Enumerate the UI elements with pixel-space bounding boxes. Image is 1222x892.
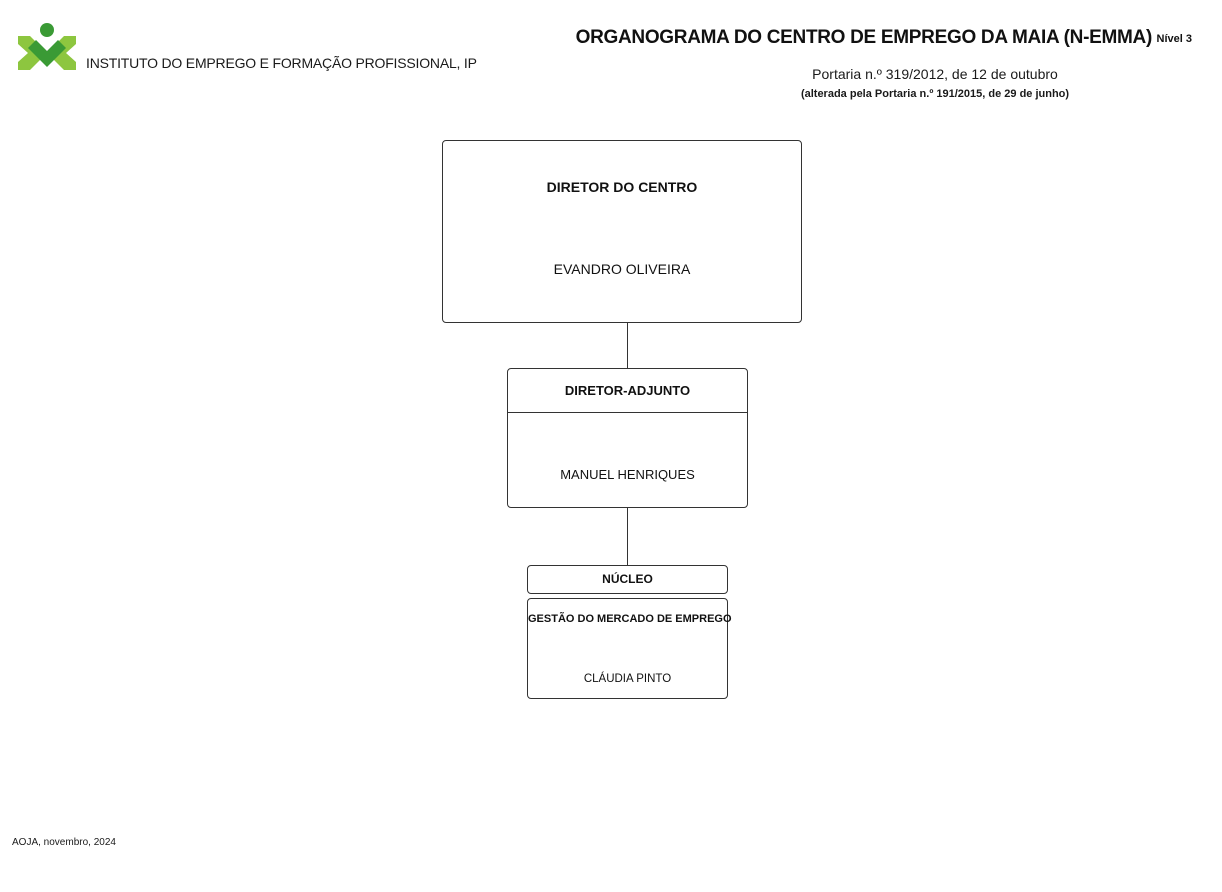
iefp-logo: [16, 22, 78, 78]
deputy-box: [507, 368, 748, 508]
institute-name: INSTITUTO DO EMPREGO E FORMAÇÃO PROFISSIONAL, IP: [86, 55, 477, 71]
director-name: EVANDRO OLIVEIRA: [553, 261, 691, 277]
connector-director-deputy: [627, 323, 628, 368]
director-role: DIRETOR DO CENTRO: [546, 179, 698, 195]
connector-deputy-nucleo: [627, 508, 628, 565]
director-box: [442, 140, 802, 323]
nucleo-box: [527, 598, 732, 699]
nucleo-unit: GESTÃO DO MERCADO DE EMPREGO: [528, 613, 732, 625]
footer-note: AOJA, novembro, 2024: [12, 837, 116, 848]
nucleo-name: CLÁUDIA PINTO: [583, 673, 672, 685]
legal-amendment: (alterada pela Portaria n.º 191/2015, de 29 de junho): [800, 88, 1070, 100]
page-title: ORGANOGRAMA DO CENTRO DE EMPREGO DA MAIA (N-EMMA): [575, 27, 1152, 48]
legal-reference: Portaria n.º 319/2012, de 12 de outubro: [812, 66, 1058, 82]
level-badge: Nível 3: [1156, 33, 1192, 45]
deputy-name: MANUEL HENRIQUES: [560, 467, 695, 482]
deputy-role: DIRETOR-ADJUNTO: [508, 369, 747, 413]
nucleo-label-box: NÚCLEO: [527, 565, 728, 594]
